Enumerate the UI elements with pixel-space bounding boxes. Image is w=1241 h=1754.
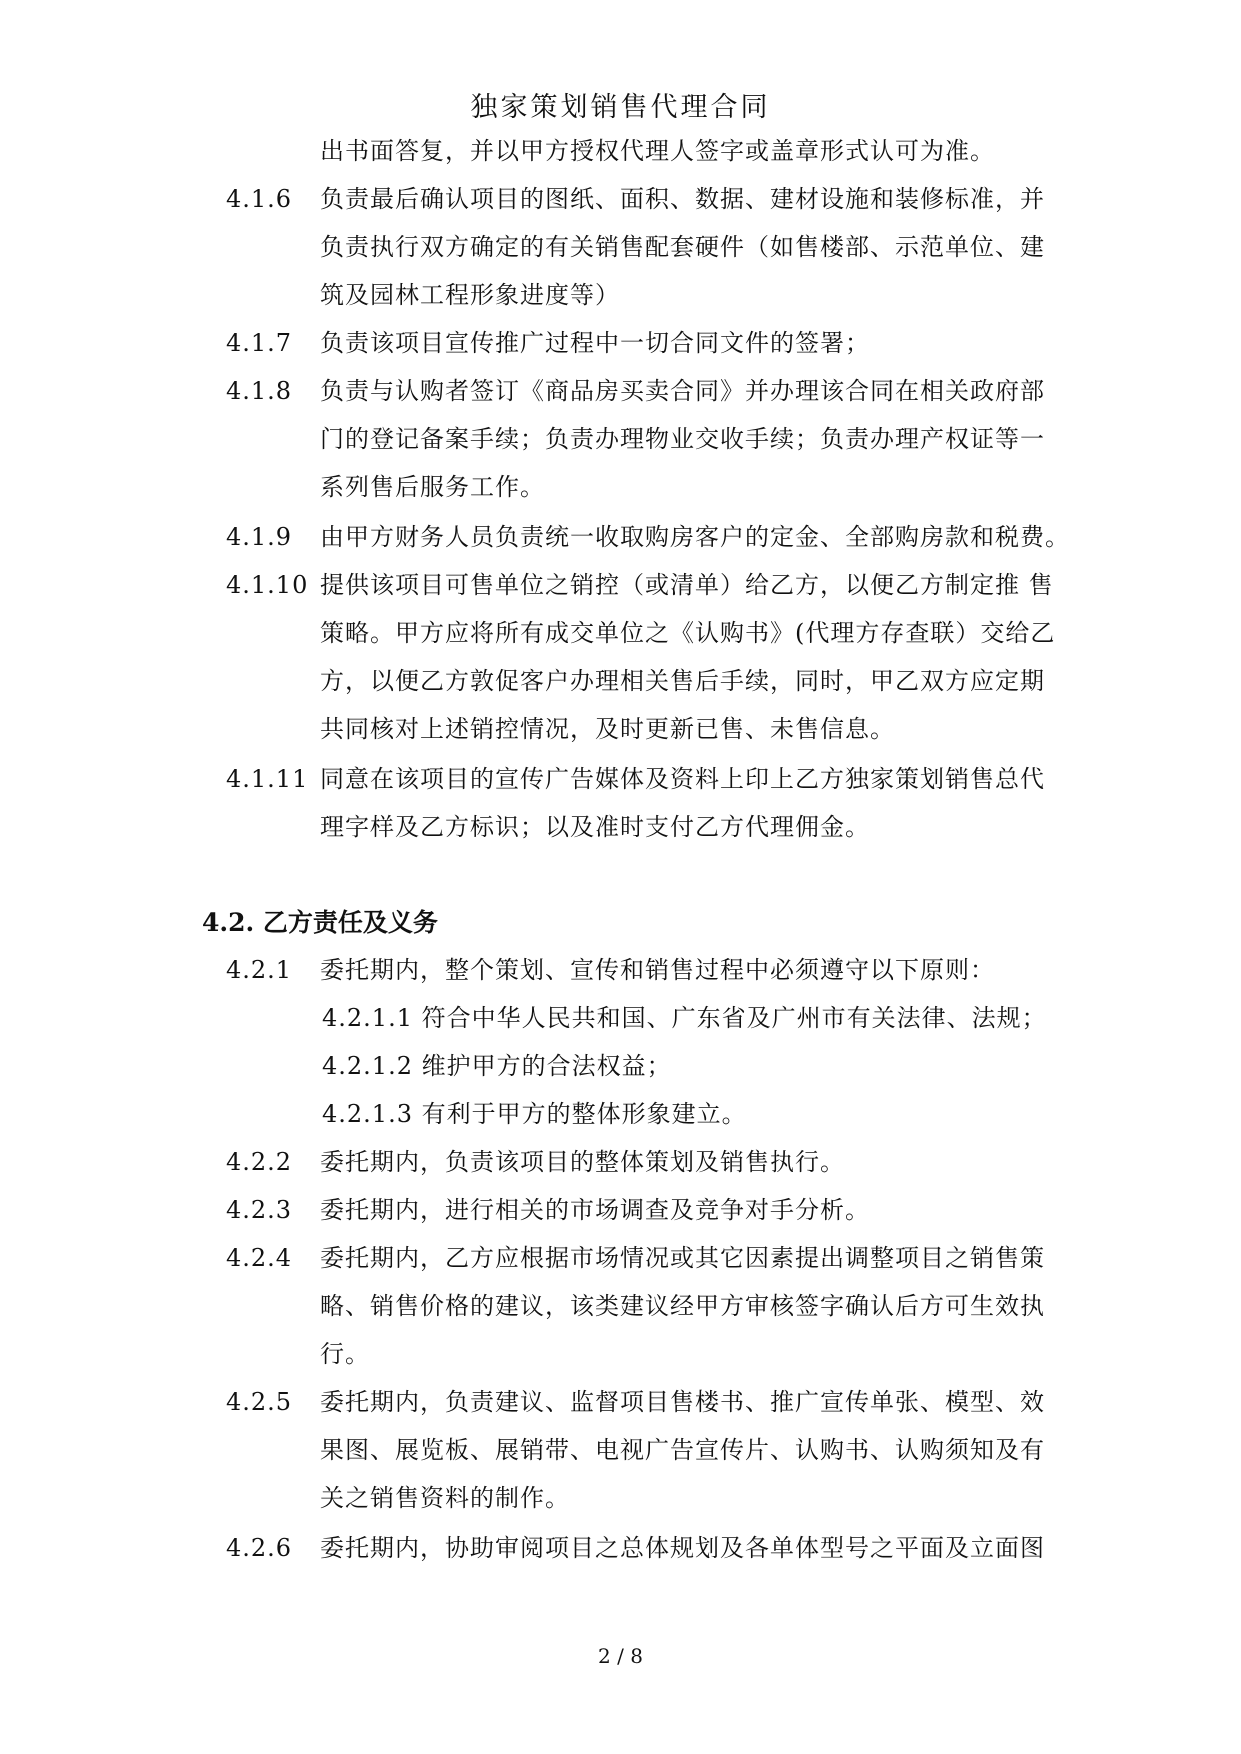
sub-clause: 4.2.1.3 有利于甲方的整体形象建立。 (322, 1100, 747, 1128)
clause-number: 4.1.11 (226, 765, 309, 793)
clause-text-line: 筑及园林工程形象进度等） (320, 281, 620, 309)
clause-number: 4.2.6 (226, 1534, 293, 1562)
clause-text-line: 负责该项目宣传推广过程中一切合同文件的签署； (320, 329, 870, 357)
clause-text-line: 果图、展览板、展销带、电视广告宣传片、认购书、认购须知及有 (320, 1436, 1045, 1464)
clause-text-line: 委托期内，进行相关的市场调查及竞争对手分析。 (320, 1196, 870, 1224)
clause-text-line: 委托期内，负责该项目的整体策划及销售执行。 (320, 1148, 845, 1176)
clause-text-line: 关之销售资料的制作。 (320, 1484, 570, 1512)
clause-text-line: 委托期内，负责建议、监督项目售楼书、推广宣传单张、模型、效 (320, 1388, 1045, 1416)
clause-number: 4.2.4 (226, 1244, 293, 1272)
clause-text-line: 系列售后服务工作。 (320, 473, 545, 501)
clause-text-line: 负责执行双方确定的有关销售配套硬件（如售楼部、示范单位、建 (320, 233, 1045, 261)
clause-number: 4.1.10 (226, 571, 309, 599)
clause-number: 4.2.5 (226, 1388, 293, 1416)
section-heading: 4.2. 乙方责任及义务 (202, 908, 438, 937)
clause-text-line: 提供该项目可售单位之销控（或清单）给乙方，以便乙方制定推 售 (320, 571, 1054, 599)
page-header-title: 独家策划销售代理合同 (470, 92, 771, 123)
clause-text-line: 共同核对上述销控情况，及时更新已售、未售信息。 (320, 715, 895, 743)
clause-text-line: 委托期内，协助审阅项目之总体规划及各单体型号之平面及立面图 (320, 1534, 1045, 1562)
clause-text-line: 负责与认购者签订《商品房买卖合同》并办理该合同在相关政府部 (320, 377, 1045, 405)
clause-number: 4.2.2 (226, 1148, 293, 1176)
clause-number: 4.2.3 (226, 1196, 293, 1224)
clause-text-line: 理字样及乙方标识；以及准时支付乙方代理佣金。 (320, 813, 870, 841)
sub-clause: 4.2.1.1 符合中华人民共和国、广东省及广州市有关法律、法规； (322, 1004, 1047, 1032)
page-number: 2 / 8 (598, 1644, 643, 1668)
clause-text-line: 委托期内，乙方应根据市场情况或其它因素提出调整项目之销售策 (320, 1244, 1045, 1272)
clause-number: 4.1.9 (226, 523, 293, 551)
clause-text-line: 由甲方财务人员负责统一收取购房客户的定金、全部购房款和税费。 (320, 523, 1070, 551)
clause-text-line: 负责最后确认项目的图纸、面积、数据、建材设施和装修标准，并 (320, 185, 1045, 213)
clause-text-line: 门的登记备案手续；负责办理物业交收手续；负责办理产权证等一 (320, 425, 1045, 453)
clause-text-line: 略、销售价格的建议，该类建议经甲方审核签字确认后方可生效执 (320, 1292, 1045, 1320)
sub-clause: 4.2.1.2 维护甲方的合法权益； (322, 1052, 672, 1080)
clause-text-line: 方，以便乙方敦促客户办理相关售后手续，同时，甲乙双方应定期 (320, 667, 1045, 695)
clause-number: 4.1.7 (226, 329, 293, 357)
clause-text-line: 行。 (320, 1340, 370, 1368)
clause-number: 4.1.6 (226, 185, 293, 213)
clause-number: 4.2.1 (226, 956, 293, 984)
clause-number: 4.1.8 (226, 377, 293, 405)
clause-text-line: 同意在该项目的宣传广告媒体及资料上印上乙方独家策划销售总代 (320, 765, 1045, 793)
clause-text-line: 委托期内，整个策划、宣传和销售过程中必须遵守以下原则： (320, 956, 995, 984)
continuation-text: 出书面答复，并以甲方授权代理人签字或盖章形式认可为准。 (320, 137, 995, 165)
clause-text-line: 策略。甲方应将所有成交单位之《认购书》(代理方存查联）交给乙 (320, 619, 1056, 647)
